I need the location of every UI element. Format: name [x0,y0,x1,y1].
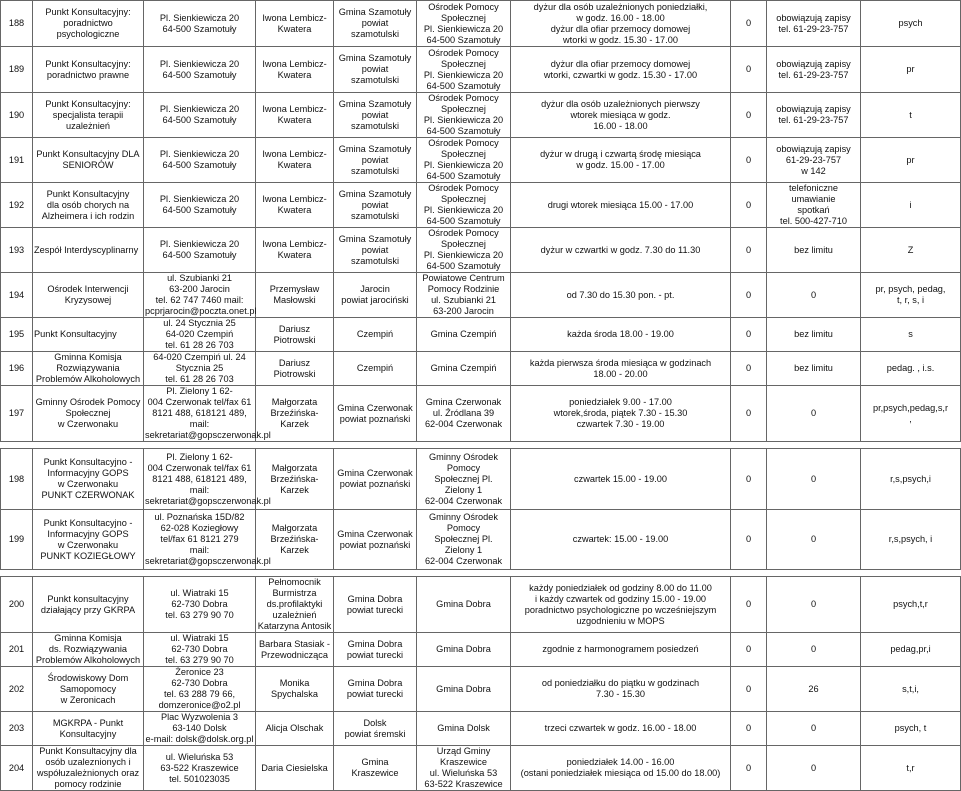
limit-notes-cell: 0 [767,712,861,746]
area-cell: Czempiń [334,318,417,352]
limit-notes-cell: 26 [767,667,861,712]
institution-name-cell: Środowiskowy Dom Samopomocy w Zeronicach [33,667,144,712]
opening-hours-cell: czwartek: 15.00 - 19.00 [511,510,731,570]
institution-name-cell: Punkt konsultacyjny działający przy GKRPA [33,577,144,633]
contact-person-cell: Małgorzata Brzeźińska- Karzek [256,449,334,510]
address-cell: Pl. Zielony 1 62- 004 Czerwonak tel/fax 61 8121 488, 618121 489, mail: sekretariat@gopsczerwonak.pl [144,449,256,510]
limit-notes-cell: 0 [767,510,861,570]
cost-cell: 0 [731,386,767,442]
services-cell: pedag,pr,i [861,633,961,667]
limit-notes-cell: bez limitu [767,228,861,273]
host-institution-cell: Gmina Dobra [417,667,511,712]
host-institution-cell: Gmina Dolsk [417,712,511,746]
services-cell: pr [861,47,961,93]
table-row [1,510,961,570]
table-row [1,183,961,228]
host-institution-cell: Urząd Gminy Kraszewice ul. Wieluńska 53 63-522 Kraszewice [417,746,511,791]
cost-cell: 0 [731,633,767,667]
area-cell: Gmina Czerwonak powiat poznański [334,386,417,442]
contact-person-cell: Alicja Olschak [256,712,334,746]
row-number-cell: 193 [1,228,33,273]
contact-person-cell: Dariusz Piotrowski [256,318,334,352]
table-row [1,228,961,273]
row-number-cell: 188 [1,1,33,47]
cost-cell: 0 [731,510,767,570]
contact-person-cell: Barbara Stasiak - Przewodnicząca [256,633,334,667]
cost-cell: 0 [731,138,767,183]
table-row [1,352,961,386]
table-row [1,386,961,442]
table-row [1,667,961,712]
contact-person-cell: Małgorzata Brzeźińska- Karzek [256,510,334,570]
services-cell: psych [861,1,961,47]
spacer-cell [1,570,961,577]
area-cell: Gmina Szamotuły powiat szamotulski [334,228,417,273]
row-spacer [1,570,961,577]
institution-name-cell: Punkt Konsultacyjno - Informacyjny GOPS w Czerwonaku PUNKT CZERWONAK [33,449,144,510]
row-number-cell: 190 [1,93,33,138]
host-institution-cell: Gmina Czempiń [417,352,511,386]
contact-person-cell: Daria Ciesielska [256,746,334,791]
address-cell: Plac Wyzwolenia 3 63-140 Dolsk e-mail: dolsk@dolsk.org.pl [144,712,256,746]
area-cell: Gmina Czerwonak powiat poznański [334,510,417,570]
limit-notes-cell: obowiązują zapisy tel. 61-29-23-757 [767,1,861,47]
table-row [1,47,961,93]
limit-notes-cell: obowiązują zapisy tel. 61-29-23-757 [767,93,861,138]
institution-name-cell: Punkt Konsultacyjny [33,318,144,352]
row-number-cell: 204 [1,746,33,791]
row-number-cell: 202 [1,667,33,712]
table-row [1,93,961,138]
contact-person-cell: Małgorzata Brzeźińska- Karzek [256,386,334,442]
cost-cell: 0 [731,1,767,47]
opening-hours-cell: poniedziałek 9.00 - 17.00 wtorek,środa, piątek 7.30 - 15.30 czwartek 7.30 - 19.00 [511,386,731,442]
host-institution-cell: Powiatowe Centrum Pomocy Rodzinie ul. Szubianki 21 63-200 Jarocin [417,273,511,318]
row-number-cell: 198 [1,449,33,510]
area-cell: Gmina Kraszewice [334,746,417,791]
limit-notes-cell: bez limitu [767,318,861,352]
limit-notes-cell: 0 [767,273,861,318]
services-cell: psych,t,r [861,577,961,633]
cost-cell: 0 [731,449,767,510]
address-cell: Pl. Sienkiewicza 20 64-500 Szamotuły [144,93,256,138]
services-cell: pr [861,138,961,183]
services-cell: i [861,183,961,228]
services-cell: s [861,318,961,352]
institution-name-cell: Punkt Konsultacyjny: specjalista terapii uzależnień [33,93,144,138]
area-cell: Gmina Szamotuły powiat szamotulski [334,1,417,47]
host-institution-cell: Gminny Ośrodek Pomocy Społecznej Pl. Zielony 1 62-004 Czerwonak [417,449,511,510]
institution-name-cell: Gminna Komisja ds. Rozwiązywania Problemów Alkoholowych [33,633,144,667]
institution-name-cell: Punkt Konsultacyjny DLA SENIORÓW [33,138,144,183]
table-row [1,273,961,318]
opening-hours-cell: czwartek 15.00 - 19.00 [511,449,731,510]
area-cell: Gmina Dobra powiat turecki [334,577,417,633]
cost-cell: 0 [731,273,767,318]
institution-name-cell: Gminna Komisja Rozwiązywania Problemów Alkoholowych [33,352,144,386]
row-number-cell: 191 [1,138,33,183]
cost-cell: 0 [731,667,767,712]
institution-name-cell: Punkt Konsultacyjny: poradnictwo psychologiczne [33,1,144,47]
host-institution-cell: Ośrodek Pomocy Społecznej Pl. Sienkiewicza 20 64-500 Szamotuły [417,228,511,273]
address-cell: ul. 24 Stycznia 25 64-020 Czempiń tel. 61 28 26 703 [144,318,256,352]
contact-person-cell: Iwona Lembicz- Kwatera [256,228,334,273]
services-cell: t,r [861,746,961,791]
limit-notes-cell: obowiązują zapisy 61-29-23-757 w 142 [767,138,861,183]
opening-hours-cell: drugi wtorek miesiąca 15.00 - 17.00 [511,183,731,228]
address-cell: Pl. Sienkiewicza 20 64-500 Szamotuły [144,1,256,47]
contact-person-cell: Iwona Lembicz- Kwatera [256,93,334,138]
address-cell: Pl. Sienkiewicza 20 64-500 Szamotuły [144,183,256,228]
contact-person-cell: Pełnomocnik Burmistrza ds.profilaktyki uzależnień Katarzyna Antosik [256,577,334,633]
limit-notes-cell: telefoniczne umawianie spotkań tel. 500-427-710 [767,183,861,228]
address-cell: ul. Szubianki 21 63-200 Jarocin tel. 62 747 7460 mail: pcprjarocin@poczta.onet.pl [145,273,257,316]
area-cell: Jarocin powiat jarociński [334,273,417,318]
opening-hours-cell: każdy poniedziałek od godziny 8.00 do 11.00 i każdy czwartek od godziny 15.00 - 19.00 poradnictwo psychologiczne po wcześniejszym uzgodnieniu w MOPS [511,577,731,633]
services-cell: pr, psych, pedag, t, r, s, i [861,273,961,318]
services-cell: r,s,psych, i [861,510,961,570]
address-cell: ul. Poznańska 15D/82 62-028 Koziegłowy tel/fax 61 8121 279 mail: sekretariat@gopsczerwonak.pl [144,510,256,570]
area-cell: Gmina Szamotuły powiat szamotulski [334,93,417,138]
row-spacer [1,442,961,449]
row-number-cell: 194 [1,273,33,318]
cost-cell: 0 [731,228,767,273]
services-cell: Z [861,228,961,273]
institution-name-cell: Punkt Konsultacyjny: poradnictwo prawne [33,47,144,93]
row-number-cell: 199 [1,510,33,570]
host-institution-cell: Gmina Dobra [417,577,511,633]
institution-name-cell: Ośrodek Interwencji Kryzysowej [33,273,144,318]
contact-person-cell: Iwona Lembicz- Kwatera [256,1,334,47]
contact-person-cell: Przemysław Masłowski [256,273,334,318]
address-cell: Pl. Sienkiewicza 20 64-500 Szamotuły [144,138,256,183]
address-cell: Pl. Sienkiewicza 20 64-500 Szamotuły [144,228,256,273]
services-cell: pedag. , i.s. [861,352,961,386]
row-number-cell: 203 [1,712,33,746]
address-cell: ul. Wiatraki 15 62-730 Dobra tel. 63 279 90 70 [144,577,256,633]
host-institution-cell: Ośrodek Pomocy Społecznej Pl. Sienkiewicza 20 64-500 Szamotuły [417,1,511,47]
table-row [1,138,961,183]
limit-notes-cell: 0 [767,577,861,633]
row-number-cell: 195 [1,318,33,352]
table-row [1,712,961,746]
contact-person-cell: Iwona Lembicz- Kwatera [256,183,334,228]
table-row [1,318,961,352]
area-cell: Gmina Dobra powiat turecki [334,633,417,667]
cost-cell: 0 [731,318,767,352]
area-cell: Gmina Szamotuły powiat szamotulski [334,183,417,228]
table-row [1,1,961,47]
row-number-cell: 200 [1,577,33,633]
row-number-cell: 196 [1,352,33,386]
row-number-cell: 201 [1,633,33,667]
address-cell: Pl. Zielony 1 62- 004 Czerwonak tel/fax 61 8121 488, 618121 489, mail: sekretariat@gopsczerwonak.pl [145,386,271,440]
host-institution-cell: Gmina Czerwonak ul. Źródlana 39 62-004 Czerwonak [417,386,511,442]
contact-person-cell: Iwona Lembicz- Kwatera [256,47,334,93]
limit-notes-cell: bez limitu [767,352,861,386]
opening-hours-cell: dyżur dla osób uzależnionych poniedziałki, w godz. 16.00 - 18.00 dyżur dla ofiar przemocy domowej wtorki w godz. 15.30 - 17.00 [511,1,731,47]
services-cell: r,s,psych,i [861,449,961,510]
row-number-cell: 192 [1,183,33,228]
address-cell: Żeronice 23 62-730 Dobra tel. 63 288 79 66, domzeronice@o2.pl [144,667,256,712]
contact-person-cell: Monika Spychalska [256,667,334,712]
host-institution-cell: Ośrodek Pomocy Społecznej Pl. Sienkiewicza 20 64-500 Szamotuły [417,183,511,228]
address-cell: 64-020 Czempiń ul. 24 Stycznia 25 tel. 61 28 26 703 [144,352,256,386]
opening-hours-cell: każda pierwsza środa miesiąca w godzinach 18.00 - 20.00 [511,352,731,386]
area-cell: Gmina Szamotuły powiat szamotulski [334,138,417,183]
limit-notes-cell: 0 [767,746,861,791]
area-cell: Dolsk powiat śremski [334,712,417,746]
host-institution-cell: Ośrodek Pomocy Społecznej Pl. Sienkiewicza 20 64-500 Szamotuły [417,47,511,93]
area-cell: Gmina Dobra powiat turecki [334,667,417,712]
spacer-cell [1,442,961,449]
opening-hours-cell: zgodnie z harmonogramem posiedzeń [511,633,731,667]
area-cell: Gmina Czerwonak powiat poznański [334,449,417,510]
opening-hours-cell: każda środa 18.00 - 19.00 [511,318,731,352]
limit-notes-cell: obowiązują zapisy tel. 61-29-23-757 [767,47,861,93]
services-cell: s,t,i, [861,667,961,712]
limit-notes-cell: 0 [767,386,861,442]
limit-notes-cell: 0 [767,449,861,510]
table-row [1,577,961,633]
table-row [1,633,961,667]
host-institution-cell: Gminny Ośrodek Pomocy Społecznej Pl. Zielony 1 62-004 Czerwonak [417,510,511,570]
address-cell: ul. Wieluńska 53 63-522 Kraszewice tel. 501023035 [144,746,256,791]
host-institution-cell: Ośrodek Pomocy Społecznej Pl. Sienkiewicza 20 64-500 Szamotuły [417,138,511,183]
limit-notes-cell: 0 [767,633,861,667]
opening-hours-cell: od 7.30 do 15.30 pon. - pt. [511,273,731,318]
contact-person-cell: Dariusz Piotrowski [256,352,334,386]
institution-name-cell: Punkt Konsultacyjny dla osób chorych na Alzheimera i ich rodzin [33,183,144,228]
table-row [1,746,961,791]
opening-hours-cell: dyżur dla osób uzależnionych pierwszy wtorek miesiąca w godz. 16.00 - 18.00 [511,93,731,138]
cost-cell: 0 [731,93,767,138]
area-cell: Czempiń [334,352,417,386]
cost-cell: 0 [731,712,767,746]
cost-cell: 0 [731,352,767,386]
table-row [1,449,961,510]
institution-name-cell: Punkt Konsultacyjny dla osób uzaleznionych i współuzależnionych oraz pomocy rodzinie [33,746,144,791]
row-number-cell: 197 [1,386,33,442]
host-institution-cell: Gmina Dobra [417,633,511,667]
services-cell: psych, t [861,712,961,746]
host-institution-cell: Ośrodek Pomocy Społecznej Pl. Sienkiewicza 20 64-500 Szamotuły [417,93,511,138]
contact-person-cell: Iwona Lembicz- Kwatera [256,138,334,183]
services-cell: pr,psych,pedag,s,r , [861,386,961,442]
area-cell: Gmina Szamotuły powiat szamotulski [334,47,417,93]
address-cell: ul. Wiatraki 15 62-730 Dobra tel. 63 279 90 70 [144,633,256,667]
opening-hours-cell: od poniedziałku do piątku w godzinach 7.30 - 15.30 [511,667,731,712]
opening-hours-cell: dyżur w drugą i czwartą środę miesiąca w godz. 15.00 - 17.00 [511,138,731,183]
address-cell: Pl. Sienkiewicza 20 64-500 Szamotuły [144,47,256,93]
cost-cell: 0 [731,577,767,633]
institution-name-cell: Gminny Ośrodek Pomocy Społecznej w Czerwonaku [33,386,144,442]
institution-name-cell: Zespół Interdyscyplinarny [33,228,144,273]
opening-hours-cell: poniedziałek 14.00 - 16.00 (ostani poniedziałek miesiąca od 15.00 do 18.00) [511,746,731,791]
opening-hours-cell: dyżur w czwartki w godz. 7.30 do 11.30 [511,228,731,273]
institution-name-cell: Punkt Konsultacyjno - Informacyjny GOPS w Czerwonaku PUNKT KOZIEGŁOWY [33,510,144,570]
opening-hours-cell: dyżur dla ofiar przemocy domowej wtorki, czwartki w godz. 15.30 - 17.00 [511,47,731,93]
cost-cell: 0 [731,47,767,93]
cost-cell: 0 [731,183,767,228]
row-number-cell: 189 [1,47,33,93]
cost-cell: 0 [731,746,767,791]
opening-hours-cell: trzeci czwartek w godz. 16.00 - 18.00 [511,712,731,746]
services-cell: t [861,93,961,138]
host-institution-cell: Gmina Czempiń [417,318,511,352]
institution-name-cell: MGKRPA - Punkt Konsultacyjny [33,712,144,746]
